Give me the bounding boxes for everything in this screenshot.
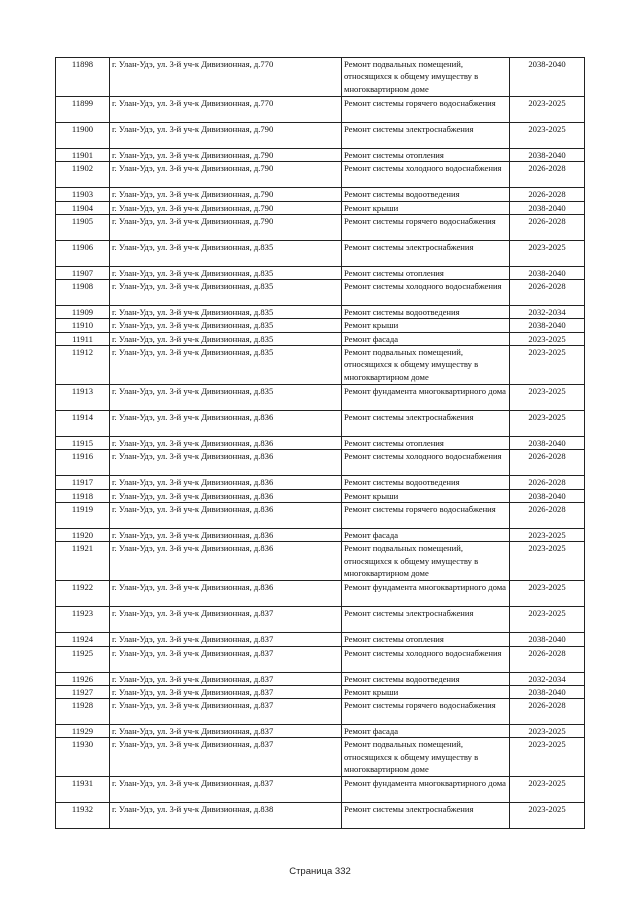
page-number-footer: Страница 332 (289, 866, 351, 877)
row-period: 2038-2040 (510, 685, 585, 698)
row-address: г. Улан-Удэ, ул. 3-й уч-к Дивизионная, д.836 (110, 450, 342, 476)
row-work-type: Ремонт фундамента многоквартирного дома (342, 777, 510, 803)
row-work-type: Ремонт системы электроснабжения (342, 411, 510, 437)
row-number: 11899 (56, 97, 110, 123)
row-period: 2026-2028 (510, 188, 585, 201)
row-period: 2023-2025 (510, 346, 585, 385)
row-number: 11913 (56, 385, 110, 411)
table-row (56, 437, 585, 450)
table-row (56, 581, 585, 607)
table-row (56, 123, 585, 149)
row-work-type: Ремонт подвальных помещений, относящихся к общему имуществу в многоквартирном доме (342, 542, 510, 581)
table-row (56, 306, 585, 319)
row-address: г. Улан-Удэ, ул. 3-й уч-к Дивизионная, д.835 (110, 319, 342, 332)
row-work-type: Ремонт подвальных помещений, относящихся к общему имуществу в многоквартирном доме (342, 346, 510, 385)
row-period: 2026-2028 (510, 502, 585, 528)
row-period: 2023-2025 (510, 777, 585, 803)
row-work-type: Ремонт системы горячего водоснабжения (342, 214, 510, 240)
table-row (56, 97, 585, 123)
table-row (56, 476, 585, 489)
row-number: 11905 (56, 214, 110, 240)
row-period: 2026-2028 (510, 280, 585, 306)
row-period: 2026-2028 (510, 646, 585, 672)
row-work-type: Ремонт подвальных помещений, относящихся к общему имуществу в многоквартирном доме (342, 738, 510, 777)
row-address: г. Улан-Удэ, ул. 3-й уч-к Дивизионная, д.836 (110, 542, 342, 581)
row-work-type: Ремонт фасада (342, 725, 510, 738)
table-row (56, 346, 585, 385)
row-work-type: Ремонт системы горячего водоснабжения (342, 97, 510, 123)
row-number: 11930 (56, 738, 110, 777)
row-period: 2038-2040 (510, 266, 585, 279)
row-work-type: Ремонт системы отопления (342, 437, 510, 450)
row-address: г. Улан-Удэ, ул. 3-й уч-к Дивизионная, д.770 (110, 97, 342, 123)
table-row (56, 646, 585, 672)
row-number: 11912 (56, 346, 110, 385)
row-work-type: Ремонт системы отопления (342, 149, 510, 162)
table-row (56, 201, 585, 214)
row-address: г. Улан-Удэ, ул. 3-й уч-к Дивизионная, д.837 (110, 672, 342, 685)
row-number: 11911 (56, 332, 110, 345)
row-work-type: Ремонт крыши (342, 685, 510, 698)
row-address: г. Улан-Удэ, ул. 3-й уч-к Дивизионная, д.835 (110, 266, 342, 279)
row-address: г. Улан-Удэ, ул. 3-й уч-к Дивизионная, д.770 (110, 58, 342, 97)
row-address: г. Улан-Удэ, ул. 3-й уч-к Дивизионная, д.836 (110, 581, 342, 607)
row-period: 2038-2040 (510, 633, 585, 646)
row-work-type: Ремонт системы водоотведения (342, 306, 510, 319)
row-number: 11915 (56, 437, 110, 450)
table-row (56, 450, 585, 476)
row-work-type: Ремонт системы электроснабжения (342, 123, 510, 149)
row-address: г. Улан-Удэ, ул. 3-й уч-к Дивизионная, д.836 (110, 528, 342, 541)
row-period: 2026-2028 (510, 214, 585, 240)
row-number: 11916 (56, 450, 110, 476)
row-address: г. Улан-Удэ, ул. 3-й уч-к Дивизионная, д.790 (110, 201, 342, 214)
row-number: 11914 (56, 411, 110, 437)
row-number: 11904 (56, 201, 110, 214)
row-period: 2032-2034 (510, 672, 585, 685)
row-period: 2023-2025 (510, 725, 585, 738)
row-number: 11929 (56, 725, 110, 738)
row-work-type: Ремонт системы электроснабжения (342, 240, 510, 266)
table-row (56, 738, 585, 777)
row-period: 2026-2028 (510, 450, 585, 476)
table-row (56, 607, 585, 633)
table-row (56, 280, 585, 306)
row-number: 11908 (56, 280, 110, 306)
table-row (56, 542, 585, 581)
table-row (56, 240, 585, 266)
row-work-type: Ремонт системы водоотведения (342, 476, 510, 489)
row-work-type: Ремонт подвальных помещений, относящихся к общему имуществу в многоквартирном доме (342, 58, 510, 97)
row-address: г. Улан-Удэ, ул. 3-й уч-к Дивизионная, д.837 (110, 725, 342, 738)
row-address: г. Улан-Удэ, ул. 3-й уч-к Дивизионная, д.836 (110, 502, 342, 528)
table-row (56, 528, 585, 541)
table-row (56, 502, 585, 528)
row-address: г. Улан-Удэ, ул. 3-й уч-к Дивизионная, д.835 (110, 306, 342, 319)
row-address: г. Улан-Удэ, ул. 3-й уч-к Дивизионная, д.837 (110, 633, 342, 646)
row-address: г. Улан-Удэ, ул. 3-й уч-к Дивизионная, д.837 (110, 685, 342, 698)
row-work-type: Ремонт системы холодного водоснабжения (342, 646, 510, 672)
row-number: 11926 (56, 672, 110, 685)
repair-schedule-table (55, 57, 585, 829)
row-period: 2038-2040 (510, 201, 585, 214)
row-address: г. Улан-Удэ, ул. 3-й уч-к Дивизионная, д.836 (110, 437, 342, 450)
table-row (56, 214, 585, 240)
table-row (56, 803, 585, 829)
row-period: 2038-2040 (510, 149, 585, 162)
row-work-type: Ремонт системы горячего водоснабжения (342, 699, 510, 725)
row-work-type: Ремонт системы холодного водоснабжения (342, 162, 510, 188)
row-address: г. Улан-Удэ, ул. 3-й уч-к Дивизионная, д.835 (110, 346, 342, 385)
row-period: 2023-2025 (510, 123, 585, 149)
row-period: 2038-2040 (510, 58, 585, 97)
table-row (56, 489, 585, 502)
row-address: г. Улан-Удэ, ул. 3-й уч-к Дивизионная, д.837 (110, 646, 342, 672)
table-row (56, 58, 585, 97)
row-number: 11919 (56, 502, 110, 528)
row-work-type: Ремонт фасада (342, 332, 510, 345)
row-address: г. Улан-Удэ, ул. 3-й уч-к Дивизионная, д.837 (110, 607, 342, 633)
row-address: г. Улан-Удэ, ул. 3-й уч-к Дивизионная, д.837 (110, 699, 342, 725)
row-work-type: Ремонт фундамента многоквартирного дома (342, 385, 510, 411)
row-address: г. Улан-Удэ, ул. 3-й уч-к Дивизионная, д.837 (110, 777, 342, 803)
row-address: г. Улан-Удэ, ул. 3-й уч-к Дивизионная, д.836 (110, 489, 342, 502)
row-period: 2038-2040 (510, 319, 585, 332)
row-number: 11932 (56, 803, 110, 829)
table-row (56, 777, 585, 803)
row-period: 2038-2040 (510, 437, 585, 450)
row-number: 11920 (56, 528, 110, 541)
row-number: 11901 (56, 149, 110, 162)
row-number: 11924 (56, 633, 110, 646)
table-body (56, 58, 585, 829)
row-work-type: Ремонт системы отопления (342, 266, 510, 279)
row-address: г. Улан-Удэ, ул. 3-й уч-к Дивизионная, д.835 (110, 240, 342, 266)
table-row (56, 699, 585, 725)
table-row (56, 685, 585, 698)
row-period: 2023-2025 (510, 411, 585, 437)
table-row (56, 266, 585, 279)
row-period: 2023-2025 (510, 542, 585, 581)
table-row (56, 188, 585, 201)
row-period: 2023-2025 (510, 528, 585, 541)
row-number: 11917 (56, 476, 110, 489)
table-row (56, 332, 585, 345)
row-period: 2026-2028 (510, 162, 585, 188)
row-work-type: Ремонт системы холодного водоснабжения (342, 450, 510, 476)
row-work-type: Ремонт крыши (342, 201, 510, 214)
row-number: 11931 (56, 777, 110, 803)
row-period: 2038-2040 (510, 489, 585, 502)
row-period: 2023-2025 (510, 385, 585, 411)
row-work-type: Ремонт системы электроснабжения (342, 803, 510, 829)
row-number: 11906 (56, 240, 110, 266)
row-period: 2023-2025 (510, 738, 585, 777)
table-row (56, 725, 585, 738)
row-period: 2023-2025 (510, 240, 585, 266)
row-number: 11907 (56, 266, 110, 279)
row-work-type: Ремонт системы холодного водоснабжения (342, 280, 510, 306)
row-period: 2023-2025 (510, 803, 585, 829)
row-number: 11927 (56, 685, 110, 698)
table-row (56, 149, 585, 162)
row-number: 11918 (56, 489, 110, 502)
row-number: 11922 (56, 581, 110, 607)
row-address: г. Улан-Удэ, ул. 3-й уч-к Дивизионная, д.836 (110, 476, 342, 489)
row-period: 2023-2025 (510, 332, 585, 345)
row-address: г. Улан-Удэ, ул. 3-й уч-к Дивизионная, д.835 (110, 385, 342, 411)
table-row (56, 633, 585, 646)
row-work-type: Ремонт системы водоотведения (342, 672, 510, 685)
row-address: г. Улан-Удэ, ул. 3-й уч-к Дивизионная, д.837 (110, 738, 342, 777)
row-address: г. Улан-Удэ, ул. 3-й уч-к Дивизионная, д.790 (110, 214, 342, 240)
row-number: 11900 (56, 123, 110, 149)
row-address: г. Улан-Удэ, ул. 3-й уч-к Дивизионная, д.838 (110, 803, 342, 829)
row-period: 2023-2025 (510, 97, 585, 123)
table-row (56, 385, 585, 411)
row-period: 2026-2028 (510, 476, 585, 489)
row-number: 11928 (56, 699, 110, 725)
row-number: 11902 (56, 162, 110, 188)
row-number: 11923 (56, 607, 110, 633)
row-work-type: Ремонт фасада (342, 528, 510, 541)
row-number: 11921 (56, 542, 110, 581)
table-row (56, 319, 585, 332)
row-number: 11909 (56, 306, 110, 319)
row-work-type: Ремонт крыши (342, 319, 510, 332)
row-number: 11898 (56, 58, 110, 97)
row-address: г. Улан-Удэ, ул. 3-й уч-к Дивизионная, д.790 (110, 162, 342, 188)
row-work-type: Ремонт системы водоотведения (342, 188, 510, 201)
row-address: г. Улан-Удэ, ул. 3-й уч-к Дивизионная, д.790 (110, 188, 342, 201)
table-row (56, 162, 585, 188)
row-address: г. Улан-Удэ, ул. 3-й уч-к Дивизионная, д.835 (110, 280, 342, 306)
row-work-type: Ремонт системы отопления (342, 633, 510, 646)
row-work-type: Ремонт системы электроснабжения (342, 607, 510, 633)
row-work-type: Ремонт системы горячего водоснабжения (342, 502, 510, 528)
row-address: г. Улан-Удэ, ул. 3-й уч-к Дивизионная, д.790 (110, 123, 342, 149)
table-row (56, 672, 585, 685)
table-row (56, 411, 585, 437)
row-address: г. Улан-Удэ, ул. 3-й уч-к Дивизионная, д.835 (110, 332, 342, 345)
row-period: 2026-2028 (510, 699, 585, 725)
row-work-type: Ремонт фундамента многоквартирного дома (342, 581, 510, 607)
row-number: 11925 (56, 646, 110, 672)
row-address: г. Улан-Удэ, ул. 3-й уч-к Дивизионная, д.790 (110, 149, 342, 162)
row-period: 2023-2025 (510, 581, 585, 607)
row-number: 11903 (56, 188, 110, 201)
row-address: г. Улан-Удэ, ул. 3-й уч-к Дивизионная, д.836 (110, 411, 342, 437)
row-period: 2032-2034 (510, 306, 585, 319)
row-period: 2023-2025 (510, 607, 585, 633)
row-work-type: Ремонт крыши (342, 489, 510, 502)
row-number: 11910 (56, 319, 110, 332)
